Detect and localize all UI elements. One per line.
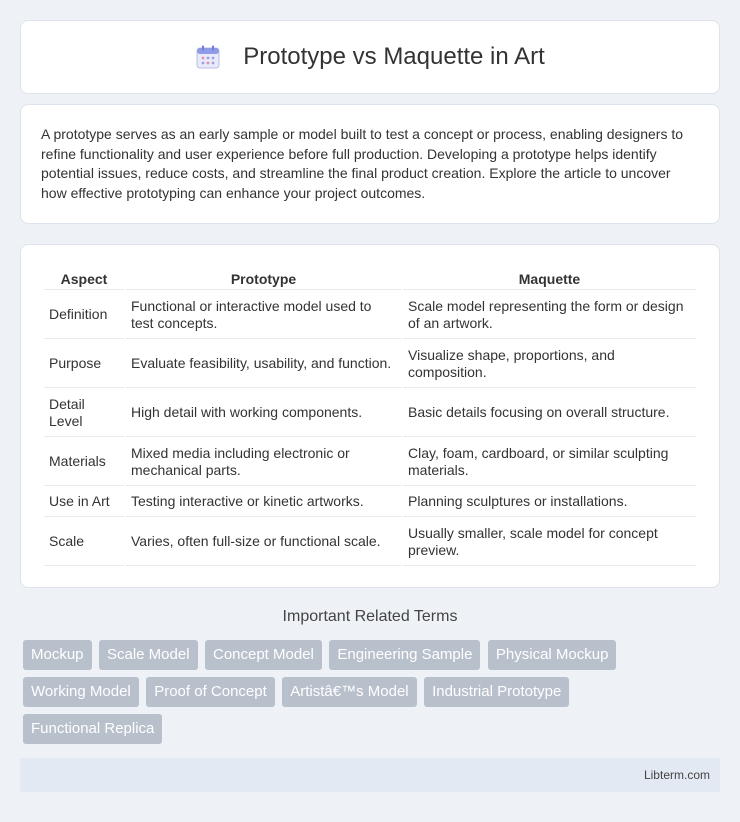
related-term-tag[interactable]: Mockup	[23, 640, 92, 670]
prototype-cell: Mixed media including electronic or mechanical parts.	[126, 439, 401, 486]
intro-card	[20, 104, 720, 224]
maquette-cell: Clay, foam, cardboard, or similar sculpting materials.	[403, 439, 696, 486]
footer-site-link[interactable]: Libterm.com	[643, 768, 710, 782]
comparison-card	[20, 244, 720, 588]
related-term-tag[interactable]: Industrial Prototype	[424, 677, 569, 707]
aspect-cell: Materials	[44, 439, 124, 486]
maquette-cell: Scale model representing the form or design of an artwork.	[403, 292, 696, 339]
related-term-tag[interactable]: Engineering Sample	[329, 640, 480, 670]
related-term-tag[interactable]: Concept Model	[205, 640, 322, 670]
maquette-cell: Planning sculptures or installations.	[403, 488, 696, 517]
maquette-cell: Usually smaller, scale model for concept preview.	[403, 519, 696, 566]
table-row	[44, 488, 696, 517]
aspect-cell: Detail Level	[44, 390, 124, 437]
table-row	[44, 292, 696, 339]
calendar-icon	[195, 44, 221, 70]
aspect-cell: Scale	[44, 519, 124, 566]
related-terms-list	[23, 640, 683, 751]
related-term-tag[interactable]: Proof of Concept	[146, 677, 275, 707]
related-term-tag[interactable]: Scale Model	[99, 640, 198, 670]
table-row	[44, 341, 696, 388]
prototype-cell: Testing interactive or kinetic artworks.	[126, 488, 401, 517]
related-term-tag[interactable]: Working Model	[23, 677, 139, 707]
aspect-cell: Definition	[44, 292, 124, 339]
related-term-tag[interactable]: Physical Mockup	[488, 640, 617, 670]
prototype-cell: High detail with working components.	[126, 390, 401, 437]
prototype-cell: Varies, often full-size or functional scale.	[126, 519, 401, 566]
intro-text: A prototype serves as an early sample or model built to test a concept or process, enabling designers to refine functionality and user experience before full production. Developing a prototype helps identify potential issues, reduce costs, and streamline the final product creation. Explore the article to uncover how effective prototyping can enhance your project outcomes.	[41, 126, 684, 201]
column-header: Maquette	[403, 267, 696, 290]
aspect-cell: Use in Art	[44, 488, 124, 517]
related-term-tag[interactable]: Functional Replica	[23, 714, 162, 744]
header-card	[20, 20, 720, 94]
table-row	[44, 439, 696, 486]
aspect-cell: Purpose	[44, 341, 124, 388]
prototype-cell: Functional or interactive model used to test concepts.	[126, 292, 401, 339]
maquette-cell: Basic details focusing on overall structure.	[403, 390, 696, 437]
maquette-cell: Visualize shape, proportions, and composition.	[403, 341, 696, 388]
prototype-cell: Evaluate feasibility, usability, and function.	[126, 341, 401, 388]
column-header: Prototype	[126, 267, 401, 290]
table-row	[44, 390, 696, 437]
column-header: Aspect	[44, 267, 124, 290]
table-header-row	[44, 267, 696, 290]
footer	[20, 758, 720, 792]
page-title: Prototype vs Maquette in Art	[243, 43, 545, 70]
related-terms-heading: Important Related Terms	[282, 608, 458, 625]
comparison-table	[42, 265, 698, 568]
table-row	[44, 519, 696, 566]
related-term-tag[interactable]: Artistâ€™s Model	[282, 677, 416, 707]
